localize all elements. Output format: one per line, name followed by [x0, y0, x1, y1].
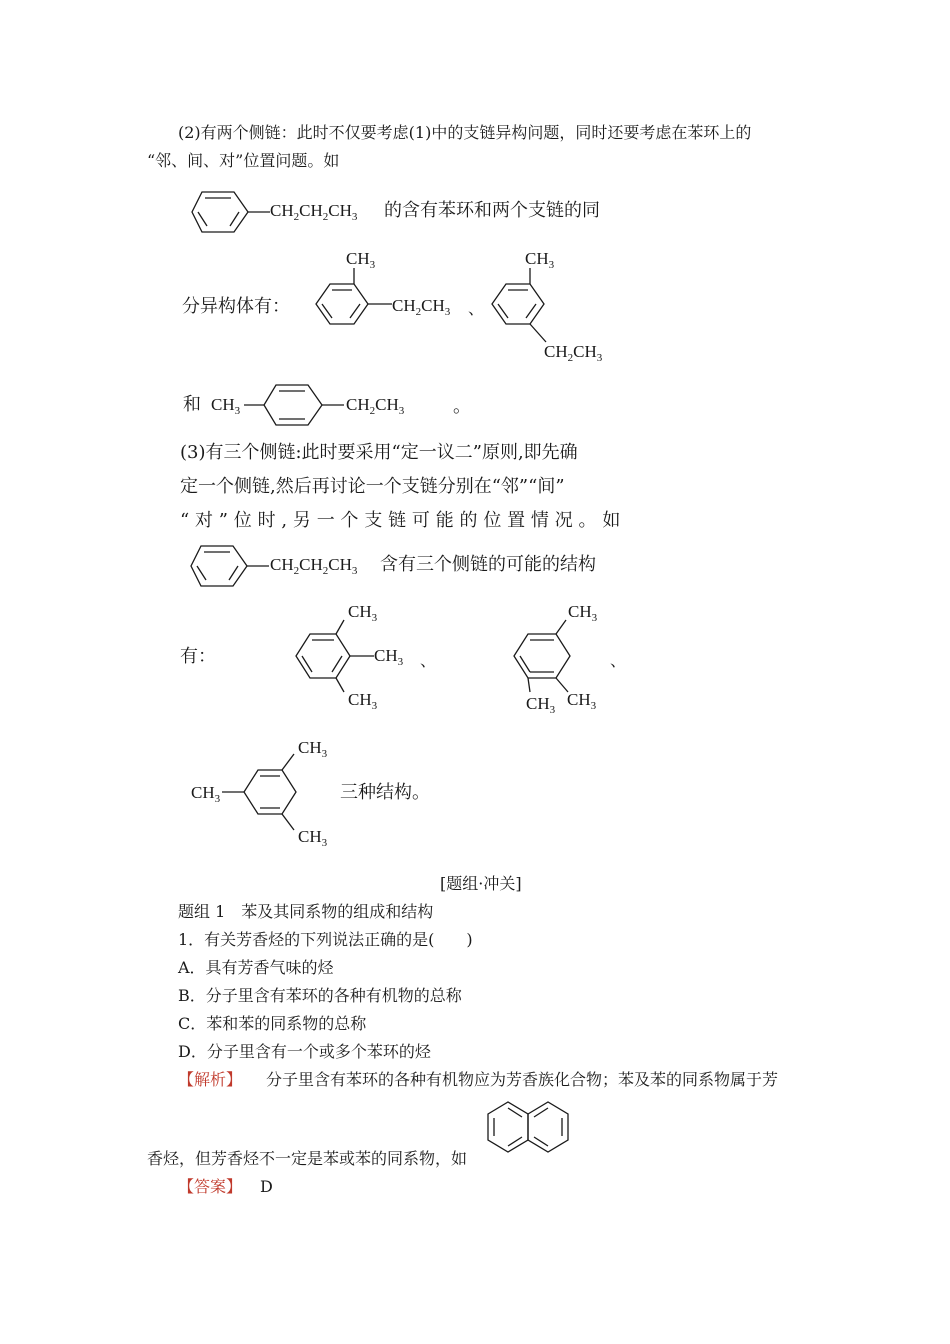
group-header: [题组·冲关]	[440, 874, 522, 893]
analysis-label: 【解析】	[178, 1070, 243, 1089]
option-b: B．分子里含有苯环的各种有机物的总称	[178, 986, 462, 1005]
isomers-intro: 分异构体有：	[182, 296, 290, 317]
methyl-label: $CH_3$	[568, 602, 598, 624]
ethyl-group: $CH_2CH_3$	[392, 296, 451, 318]
answer-value: D	[260, 1177, 273, 1196]
benzene-ring-icon	[189, 544, 249, 588]
question-stem: 1．有关芳香烃的下列说法正确的是( )	[178, 930, 473, 949]
sec3-line1: (3)有三个侧链:此时要采用“定一议二”原则,即先确	[180, 442, 578, 463]
methyl-label: $CH_3$	[191, 783, 221, 805]
group1-title: 题组 1 苯及其同系物的组成和结构	[178, 902, 434, 921]
and-word: 和	[183, 394, 201, 415]
sec2-after-mol: 的含有苯环和两个支链的同	[384, 200, 600, 221]
benzene-ring-icon	[244, 383, 350, 427]
benzene-ring-icon	[190, 190, 250, 234]
analysis-line1: 分子里含有苯环的各种有机物应为芳香族化合物；苯及苯的同系物属于芳	[266, 1070, 779, 1089]
sec3-line3: “对”位时,另一个支链可能的位置情况。如	[180, 510, 627, 531]
methyl-label: $CH_3$	[348, 690, 378, 712]
methyl-label: $CH_3$	[525, 249, 555, 271]
have-word: 有：	[180, 646, 216, 667]
propyl-group: $CH_2CH_2CH_3$	[270, 555, 358, 577]
ethyl-group: $CH_2CH_3$	[346, 395, 405, 417]
separator: 、	[420, 651, 437, 670]
option-d: D．分子里含有一个或多个苯环的烃	[178, 1042, 431, 1061]
naphthalene-icon	[486, 1098, 572, 1160]
benzene-ring-icon	[222, 752, 312, 836]
benzene-ring-icon	[290, 620, 380, 696]
sec3-line2: 定一个侧链,然后再讨论一个支链分别在“邻”“间”	[180, 476, 565, 497]
methyl-label: $CH_3$	[348, 602, 378, 624]
methyl-label: $CH_3$	[526, 694, 556, 716]
separator: 、	[610, 651, 627, 670]
methyl-label: $CH_3$	[346, 249, 376, 271]
methyl-label: $CH_3$	[567, 690, 597, 712]
benzene-ring-icon	[508, 620, 588, 696]
answer-label: 【答案】	[178, 1177, 243, 1196]
sec2-line2: “邻、间、对”位置问题。如	[147, 151, 340, 170]
methyl-label: $CH_3$	[374, 646, 404, 668]
benzene-ring-icon	[494, 268, 564, 348]
methyl-label: $CH_3$	[298, 738, 328, 760]
option-a: A．具有芳香气味的烃	[178, 958, 334, 977]
sec3-after-mol: 含有三个侧链的可能的结构	[380, 554, 596, 575]
option-c: C．苯和苯的同系物的总称	[178, 1014, 367, 1033]
sec3-end: 三种结构。	[340, 782, 430, 803]
methyl-label: $CH_3$	[211, 395, 241, 417]
sec2-line1: (2)有两个侧链：此时不仅要考虑(1)中的支链异构问题，同时还要考虑在苯环上的	[178, 123, 752, 142]
propyl-group: $CH_2CH_2CH_3$	[270, 201, 358, 223]
separator: 、	[468, 299, 485, 318]
methyl-label: $CH_3$	[298, 827, 328, 849]
analysis-line2: 香烃，但芳香烃不一定是苯或苯的同系物，如	[147, 1149, 468, 1168]
period: 。	[453, 396, 471, 417]
ethyl-group: $CH_2CH_3$	[544, 342, 603, 364]
